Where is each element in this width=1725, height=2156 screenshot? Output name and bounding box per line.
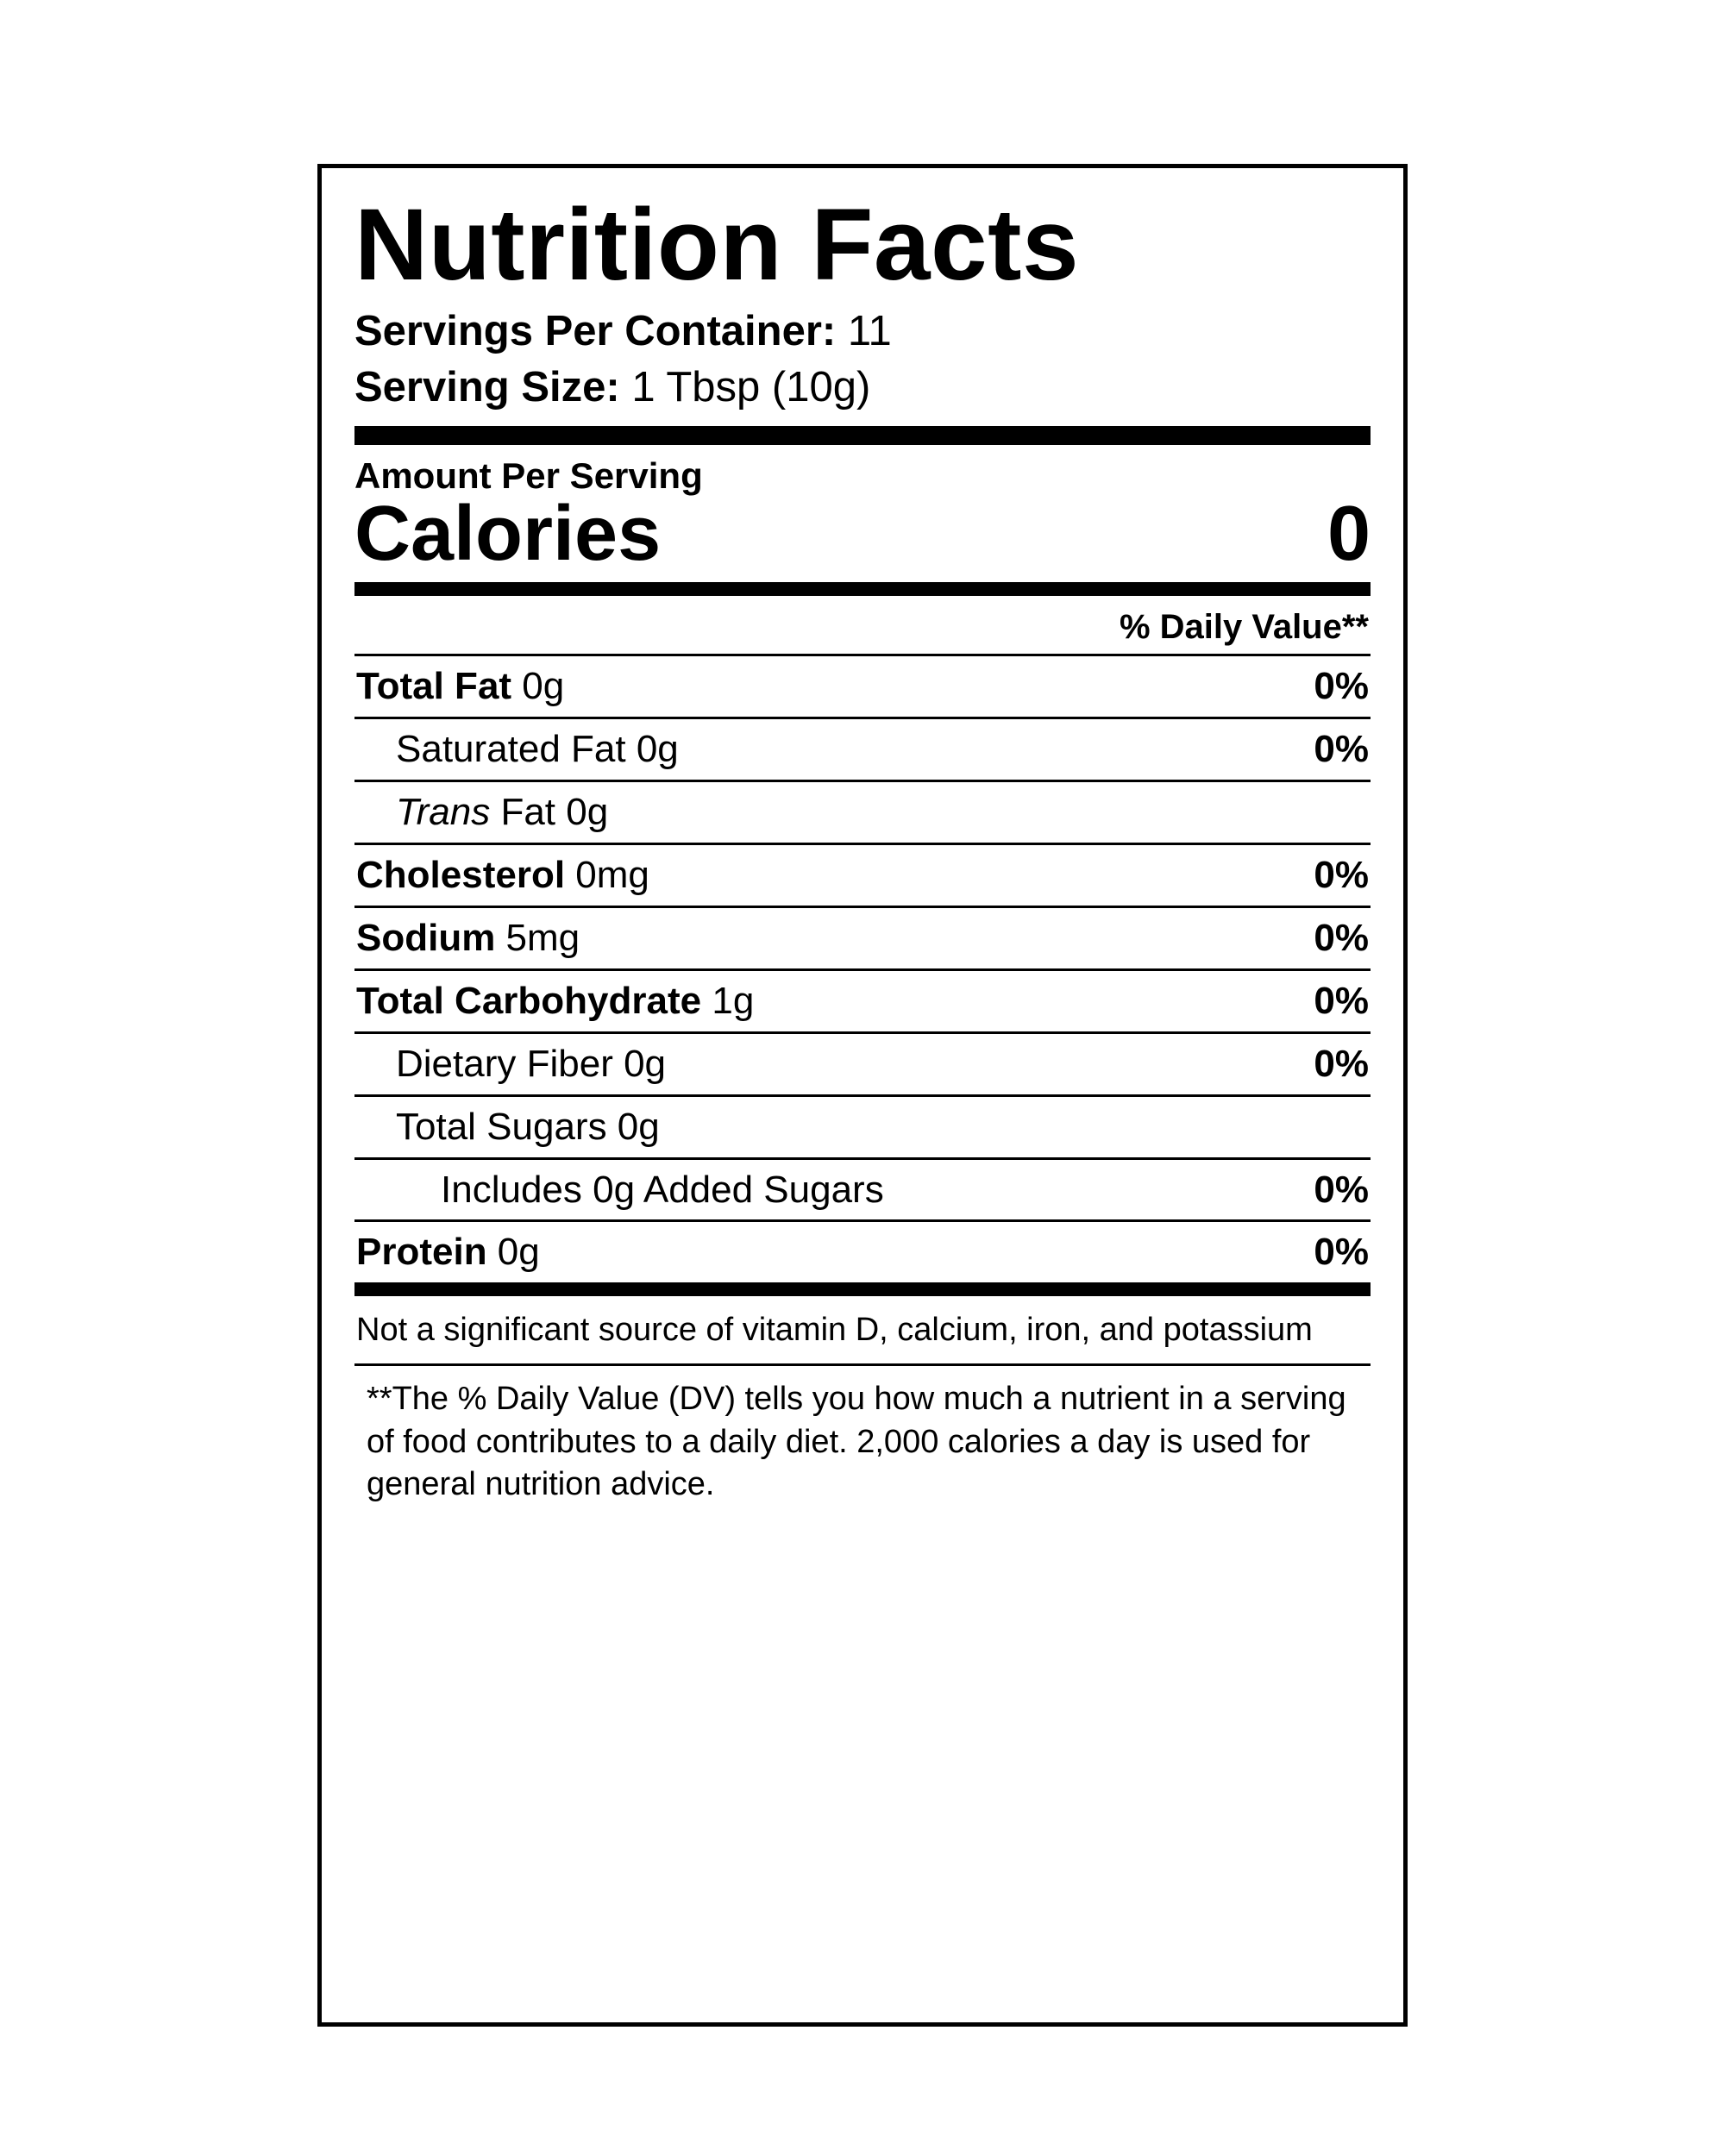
calories-row: [354, 492, 1371, 577]
nutrient-label: Protein: [356, 1231, 487, 1274]
nutrient-label: Total Sugars: [396, 1105, 607, 1148]
divider-medium-bottom: [354, 1282, 1371, 1296]
serving-size-label: Serving Size:: [354, 363, 620, 411]
nutrient-row: [354, 843, 1371, 906]
nutrient-amount: 0g: [606, 1105, 660, 1148]
nutrient-row: [354, 1094, 1371, 1157]
nutrient-daily-value: 0%: [1314, 1042, 1369, 1085]
nutrient-row: [354, 1219, 1371, 1282]
nutrient-daily-value: 0%: [1314, 854, 1369, 897]
nutrient-daily-value: 0%: [1314, 979, 1369, 1022]
nutrient-label: Dietary Fiber: [396, 1042, 613, 1085]
nutrient-amount: 0g: [625, 728, 679, 771]
nutrient-amount: 0g: [486, 1231, 540, 1274]
servings-per-container-value: 11: [847, 307, 892, 354]
nutrient-label: Total Carbohydrate: [356, 979, 702, 1022]
nutrient-row: [354, 780, 1371, 843]
nutrient-row: [354, 654, 1371, 717]
nutrient-daily-value: 0%: [1314, 1231, 1369, 1274]
daily-value-header: % Daily Value**: [1119, 608, 1369, 647]
nutrient-list: [354, 654, 1371, 1282]
nutrient-row: [354, 906, 1371, 968]
serving-size-line: [354, 360, 1371, 415]
nutrient-label: Saturated Fat: [396, 728, 626, 771]
calories-label: Calories: [354, 491, 662, 578]
nutrient-name: [356, 727, 679, 772]
nutrient-amount: 0mg: [565, 854, 649, 897]
nutrient-daily-value: 0%: [1314, 665, 1369, 708]
nutrient-name: [356, 1230, 540, 1275]
page-title: Nutrition Facts: [354, 188, 1080, 302]
calories-value: 0: [1327, 491, 1371, 578]
nutrient-amount: 5mg: [495, 916, 580, 959]
serving-size-value: 1 Tbsp (10g): [631, 363, 871, 411]
nutrient-row: [354, 1031, 1371, 1094]
label-inner: [322, 168, 1403, 2022]
nutrient-label: Cholesterol: [356, 854, 566, 897]
nutrient-amount: 1g: [701, 979, 755, 1022]
nutrient-name: [356, 790, 608, 835]
nutrient-label: Total Fat: [356, 665, 512, 708]
nutrient-amount: 0g: [555, 791, 609, 834]
nutrient-label: Includes 0g Added Sugars: [441, 1168, 884, 1211]
nutrient-row: [354, 717, 1371, 780]
nutrient-name: [356, 1105, 660, 1150]
nutrient-name: [356, 664, 564, 709]
nutrient-row: [354, 968, 1371, 1031]
footnote-daily-value: **The % Daily Value (DV) tells you how much a nutrient in a serving of food contributes to a daily diet. 2,000 calories a day is used for general nutrition advice.: [367, 1381, 1346, 1503]
nutrient-name: [356, 979, 754, 1024]
nutrient-name: [356, 916, 580, 961]
amount-per-serving-label: Amount Per Serving: [354, 455, 703, 497]
nutrient-label: Sodium: [356, 916, 496, 959]
nutrient-name: [356, 1042, 666, 1087]
nutrition-facts-label: [317, 164, 1408, 2027]
nutrient-daily-value: 0%: [1314, 916, 1369, 959]
nutrient-daily-value: 0%: [1314, 1168, 1369, 1211]
divider-thick-top: [354, 426, 1371, 445]
nutrient-daily-value: 0%: [1314, 728, 1369, 771]
nutrient-amount: 0g: [612, 1042, 667, 1085]
servings-per-container-line: [354, 304, 1371, 359]
nutrient-row: [354, 1157, 1371, 1220]
nutrient-name: [356, 1168, 884, 1213]
divider-medium-calories: [354, 582, 1371, 596]
nutrient-name-italic: Trans: [396, 791, 501, 834]
footnote-divider: [354, 1363, 1371, 1366]
nutrient-amount: 0g: [511, 665, 565, 708]
nutrient-label: Fat: [500, 791, 556, 834]
nutrient-name: [356, 853, 649, 898]
servings-per-container-label: Servings Per Container:: [354, 307, 837, 354]
footnote-not-significant: Not a significant source of vitamin D, calcium, iron, and potassium: [356, 1312, 1313, 1349]
